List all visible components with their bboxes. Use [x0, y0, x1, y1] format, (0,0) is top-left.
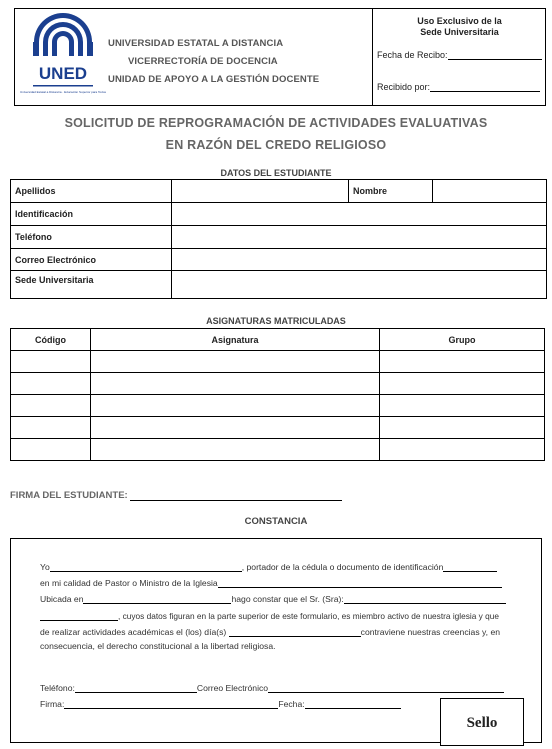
table-row	[11, 439, 545, 461]
col-grupo: Grupo	[380, 329, 545, 351]
form-title-2: EN RAZÓN DEL CREDO RELIGIOSO	[165, 138, 387, 152]
constancia-sign-line	[40, 699, 401, 709]
col-codigo: Código	[11, 329, 91, 351]
estudiante-field[interactable]	[40, 620, 118, 621]
grupo-cell[interactable]	[380, 439, 545, 461]
unit-name: UNIDAD DE APOYO A LA GESTIÓN DOCENTE	[108, 74, 320, 85]
pastor-correo-field[interactable]	[268, 692, 504, 693]
student-signature-field[interactable]	[10, 490, 342, 501]
pastor-firma-label: Firma:	[40, 699, 65, 709]
codigo-cell[interactable]	[11, 351, 91, 373]
codigo-cell[interactable]	[11, 417, 91, 439]
sr-sra-field[interactable]	[344, 603, 506, 604]
uned-logo	[20, 12, 106, 98]
student-section-title: DATOS DEL ESTUDIANTE	[220, 168, 332, 178]
student-signature-label: FIRMA DEL ESTUDIANTE:	[10, 490, 128, 501]
table-row	[11, 395, 545, 417]
fecha-recibo-label: Fecha de Recibo:	[377, 50, 448, 60]
ubicada-text: Ubicada en	[40, 594, 84, 604]
asignatura-cell[interactable]	[91, 373, 380, 395]
sede-field[interactable]	[172, 271, 547, 299]
table-row	[11, 373, 545, 395]
calidad-text: en mi calidad de Pastor o Ministro de la Iglesia	[40, 578, 218, 588]
pastor-telefono-label: Teléfono:	[40, 683, 75, 693]
asignatura-cell[interactable]	[91, 395, 380, 417]
grupo-cell[interactable]	[380, 417, 545, 439]
sede-label: Sede Universitaria	[11, 271, 172, 299]
reception-title-1: Uso Exclusivo de la	[417, 16, 502, 26]
institution-name: UNIVERSIDAD ESTATAL A DISTANCIA	[108, 38, 284, 49]
courses-section-title: ASIGNATURAS MATRICULADAS	[206, 316, 346, 326]
recibido-por-field[interactable]	[377, 82, 540, 92]
yo-label: Yo	[40, 562, 50, 572]
reception-title-2: Sede Universitaria	[420, 27, 499, 37]
pastor-id-field[interactable]	[443, 571, 497, 572]
grupo-cell[interactable]	[380, 351, 545, 373]
grupo-cell[interactable]	[380, 395, 545, 417]
asignatura-cell[interactable]	[91, 417, 380, 439]
apellidos-field[interactable]	[172, 180, 349, 203]
telefono-label: Teléfono	[11, 226, 172, 249]
iglesia-field[interactable]	[218, 587, 502, 588]
logo-caption: Universidad Estatal a Distancia · Educación Superior para Todos	[20, 90, 106, 94]
fecha-recibo-field[interactable]	[377, 50, 542, 60]
constancia-line-3	[40, 594, 506, 604]
dias-field[interactable]	[229, 636, 361, 637]
identificacion-field[interactable]	[172, 203, 547, 226]
pastor-name-field[interactable]	[50, 571, 242, 572]
codigo-cell[interactable]	[11, 439, 91, 461]
logo-text: UNED	[38, 64, 88, 83]
pastor-fecha-field[interactable]	[305, 708, 401, 709]
pastor-firma-field[interactable]	[64, 708, 278, 709]
identificacion-label: Identificación	[11, 203, 172, 226]
asignatura-cell[interactable]	[91, 439, 380, 461]
pastor-fecha-label: Fecha:	[278, 699, 305, 709]
constancia-line-2	[40, 578, 502, 588]
table-row	[11, 417, 545, 439]
correo-label: Correo Electrónico	[11, 249, 172, 271]
constancia-line-4	[40, 611, 499, 621]
pastor-telefono-field[interactable]	[75, 692, 197, 693]
constancia-line-5	[40, 627, 500, 637]
constancia-title: CONSTANCIA	[244, 516, 308, 527]
form-title-1: SOLICITUD DE REPROGRAMACIÓN DE ACTIVIDADES EVALUATIVAS	[64, 116, 488, 130]
cuyos-text: , cuyos datos figuran en la parte superior de este formulario, es miembro activo de nuestra iglesia y que	[118, 611, 499, 621]
constancia-line-6: consecuencia, el derecho constitucional a la libertad religiosa.	[40, 641, 276, 651]
reception-box	[372, 8, 546, 106]
ubicacion-field[interactable]	[83, 603, 231, 604]
sello-box: Sello	[440, 698, 524, 746]
courses-table	[10, 328, 545, 461]
table-row	[11, 351, 545, 373]
hago-text: hago constar que el Sr. (Sra):	[231, 594, 344, 604]
codigo-cell[interactable]	[11, 373, 91, 395]
constancia-contact-line	[40, 683, 504, 693]
pastor-correo-label: Correo Electrónico	[196, 683, 269, 693]
apellidos-label: Apellidos	[11, 180, 172, 203]
recibido-por-label: Recibido por:	[377, 82, 431, 92]
col-asignatura: Asignatura	[91, 329, 380, 351]
correo-field[interactable]	[172, 249, 547, 271]
portador-text: , portador de la cédula o documento de identificación	[241, 562, 444, 572]
realizar-text: de realizar actividades académicas el (los) día(s)	[40, 627, 227, 637]
constancia-line-1	[40, 562, 497, 572]
asignatura-cell[interactable]	[91, 351, 380, 373]
grupo-cell[interactable]	[380, 373, 545, 395]
student-table	[10, 179, 547, 299]
telefono-field[interactable]	[172, 226, 547, 249]
codigo-cell[interactable]	[11, 395, 91, 417]
nombre-label: Nombre	[349, 180, 433, 203]
vice-rectory: VICERRECTORÍA DE DOCENCIA	[128, 56, 278, 67]
contraviene-text: contraviene nuestras creencias y, en	[360, 627, 500, 637]
nombre-field[interactable]	[433, 180, 547, 203]
